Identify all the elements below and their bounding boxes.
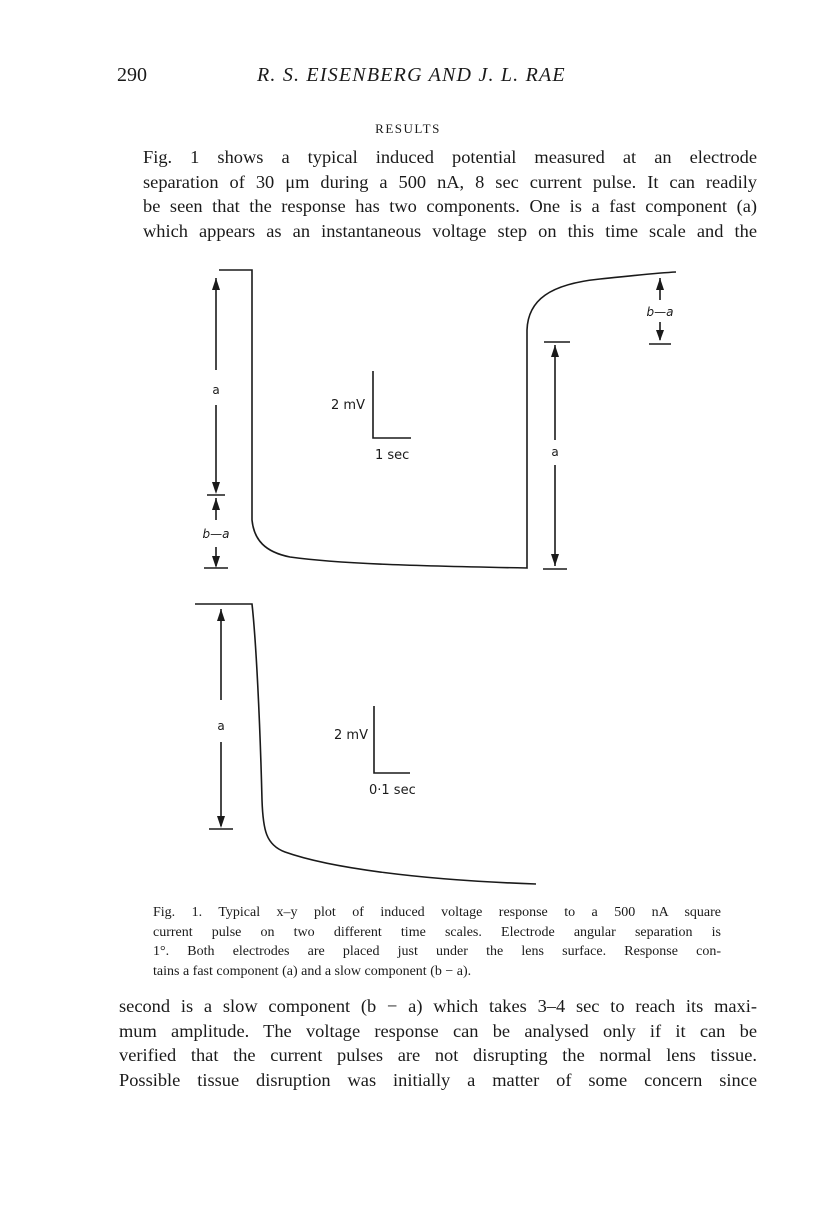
text-line: second is a slow component (b − a) which takes 3–4 sec to reach its maxi- xyxy=(119,996,757,1016)
text-line: verified that the current pulses are not disrupting the normal lens tissue. xyxy=(119,1045,757,1065)
paragraph-intro xyxy=(119,145,757,243)
top-left-a-arrow xyxy=(207,278,225,495)
bottom-a-arrow xyxy=(209,609,233,829)
page-number: 290 xyxy=(117,64,147,86)
bottom-scale-x-label: 0·1 sec xyxy=(369,783,416,798)
caption-line: Fig. 1. Typical x–y plot of induced voltage response to a 500 nA square xyxy=(153,905,721,920)
text-line: separation of 30 μm during a 500 nA, 8 sec current pulse. It can readily xyxy=(143,171,757,192)
paragraph-continuation xyxy=(119,994,757,1092)
bottom-a-label: a xyxy=(217,719,225,733)
top-scale-bar xyxy=(373,371,411,438)
bottom-scale-bar xyxy=(374,706,410,773)
text-line: Possible tissue disruption was initially a matter of some concern since xyxy=(119,1069,757,1090)
page-header xyxy=(117,64,757,94)
top-right-a-label: a xyxy=(551,445,559,459)
bottom-scale-y-label: 2 mV xyxy=(334,728,368,743)
caption-line: current pulse on two different time scales. Electrode angular separation is xyxy=(153,924,721,940)
text-line: which appears as an instantaneous voltage step on this time scale and the xyxy=(143,220,757,241)
bottom-voltage-trace xyxy=(195,604,536,884)
top-left-ba-arrows xyxy=(204,498,228,568)
text-line: Fig. 1 shows a typical induced potential measured at an electrode xyxy=(143,147,757,167)
text-line: mum amplitude. The voltage response can be analysed only if it can be xyxy=(119,1020,757,1041)
running-head: R. S. EISENBERG AND J. L. RAE xyxy=(257,64,566,86)
top-voltage-trace xyxy=(219,270,676,568)
top-scale-x-label: 1 sec xyxy=(375,448,410,463)
caption-line: 1°. Both electrodes are placed just under the lens surface. Response con- xyxy=(153,944,721,959)
caption-line: tains a fast component (a) and a slow component (b − a). xyxy=(153,963,472,979)
section-heading: RESULTS xyxy=(375,121,441,136)
top-left-a-label: a xyxy=(212,383,220,397)
top-right-ba-arrows xyxy=(649,278,671,344)
top-left-ba-label: b—a xyxy=(202,527,230,541)
figure-caption xyxy=(153,903,721,981)
top-scale-y-label: 2 mV xyxy=(331,398,365,413)
top-right-ba-label: b—a xyxy=(646,305,674,319)
text-line: be seen that the response has two components. One is a fast component (a) xyxy=(143,196,757,216)
top-right-a-arrow xyxy=(543,342,570,569)
